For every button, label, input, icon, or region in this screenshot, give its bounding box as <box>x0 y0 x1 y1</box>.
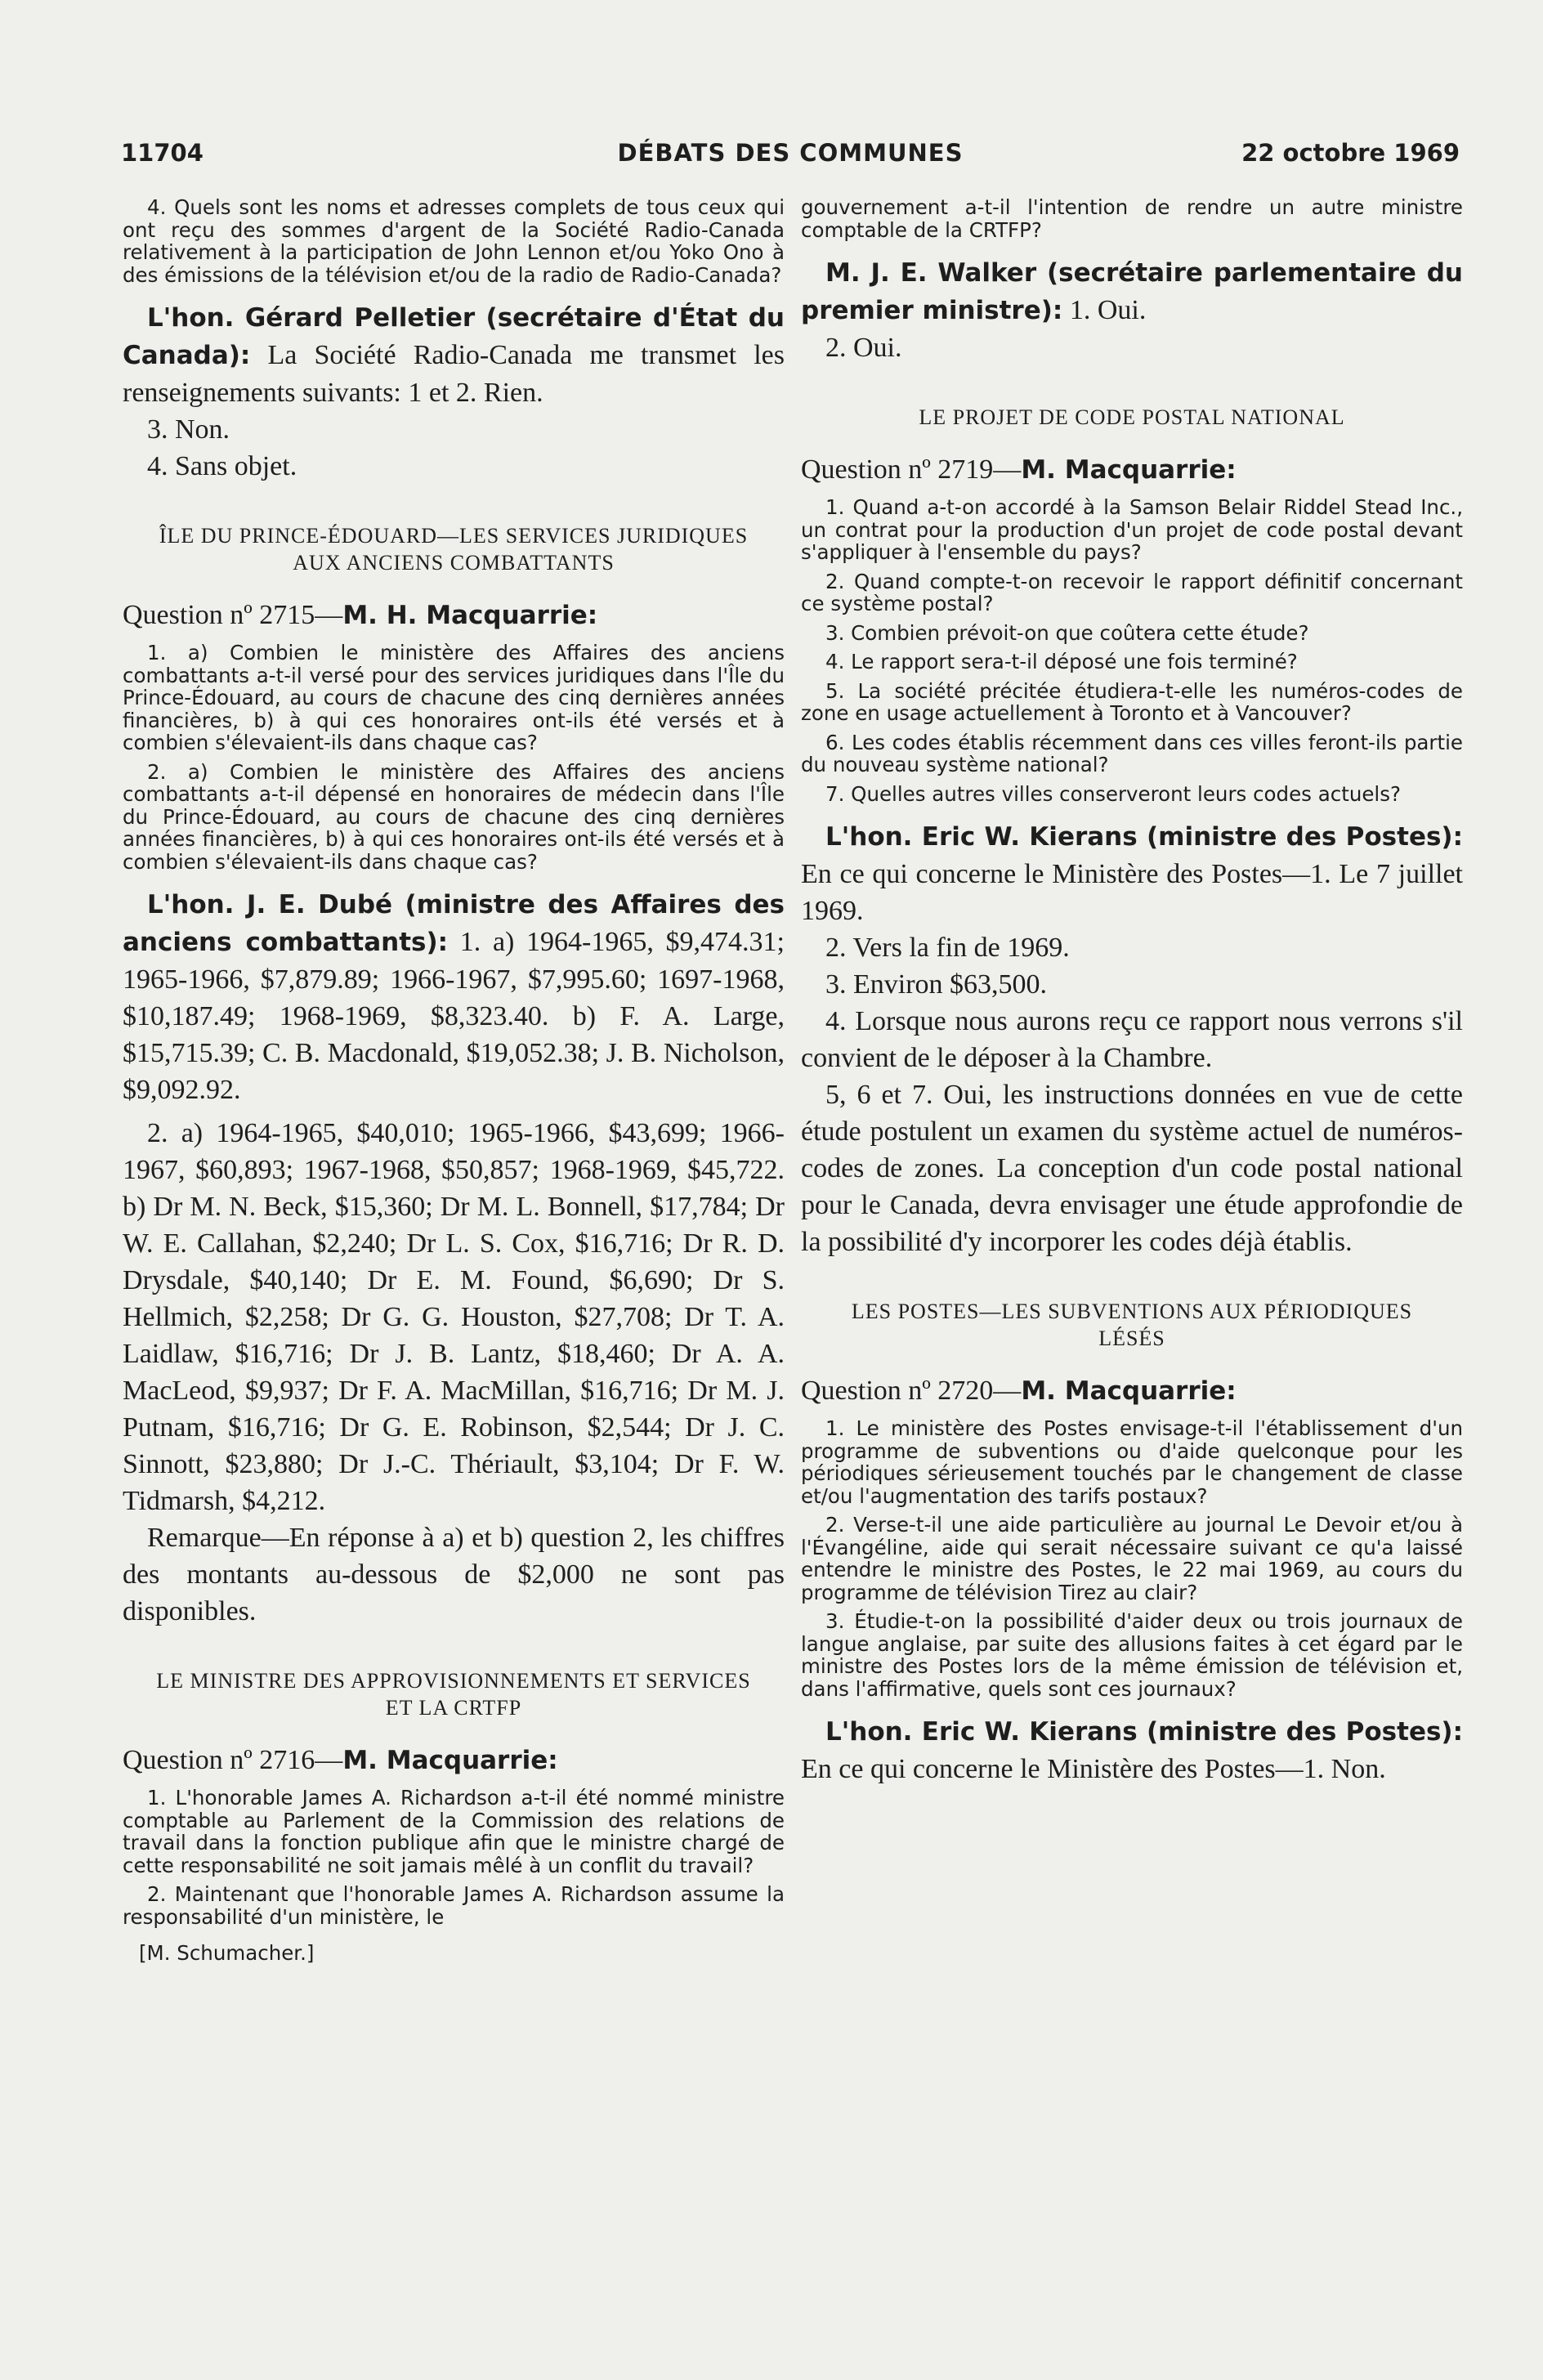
left-column <box>123 196 785 1965</box>
question-heading <box>801 452 1463 488</box>
question-item: 7. Quelles autres villes conserveront leurs codes actuels? <box>825 781 1401 806</box>
speaker-name: L'hon. Eric W. Kierans (ministre des Postes): <box>825 1717 1463 1747</box>
page-header <box>121 139 1460 175</box>
dube-answer <box>123 886 785 1108</box>
question-heading <box>123 597 785 633</box>
question-item: 2. a) Combien le ministère des Affaires des anciens combattants a-t-il dépensé en honoraires de médecin dans l'Île du Prince-Édouard, au cours de chacune des cinq dernières années financières, b) à qui ces honoraires ont-ils été versés et à combien s'élevaient-ils dans chaque cas? <box>123 759 785 874</box>
question-item: 1. a) Combien le ministère des Affaires des anciens combattants a-t-il versé pour des services juridiques dans l'Île du Prince-Édouard, au cours de chacune des cinq dernières années financières, b) à qui ces honoraires ont-ils été versés et à combien s'élevaient-ils dans chaque cas? <box>123 641 785 754</box>
question-asker: M. H. Macquarrie: <box>342 601 598 630</box>
section-heading: ÎLE DU PRINCE-ÉDOUARD—LES SERVICES JURIDIQUES AUX ANCIENS COMBATTANTS <box>159 524 749 575</box>
answer-item: 5, 6 et 7. Oui, les instructions données en vue de cette étude postulent un examen du système actuel de numéros-codes de zones. La conception d'un code postal national pour le Canada, devra envisager une étude approfondie de la possibilité d'y incorporer les codes déjà établis. <box>801 1080 1463 1257</box>
question-number: Question nº 2716— <box>123 1745 343 1775</box>
answer-item: 2. Oui. <box>825 333 902 363</box>
question-item: 2. Quand compte-t-on recevoir le rapport définitif concernant ce système postal? <box>801 569 1463 615</box>
page-date: 22 octobre 1969 <box>1241 139 1460 167</box>
answer-item: 3. Non. <box>147 414 230 445</box>
question-number: Question nº 2720— <box>801 1376 1022 1406</box>
question-item: 4. Le rapport sera-t-il déposé une fois terminé? <box>825 650 1298 673</box>
speaker-name: L'hon. J. E. Dubé (ministre des Affaires des anciens combattants): <box>123 890 785 957</box>
kierans-answer <box>801 1713 1463 1787</box>
answer-item: 3. Environ $63,500. <box>825 969 1048 1000</box>
section-heading: LE MINISTRE DES APPROVISIONNEMENTS ET SERVICES ET LA CRTFP <box>156 1669 751 1720</box>
kierans-answer <box>801 818 1463 929</box>
answer-item: 2. a) 1964-1965, $40,010; 1965-1966, $43,699; 1966-1967, $60,893; 1967-1968, $50,857; 1968-1969, $45,722. b) Dr M. N. Beck, $15,360; Dr M. L. Bonnell, $17,784; Dr W. E. Callahan, $2,240; Dr L. S. Cox, $16,716; Dr R. D. Drysdale, $40,140; Dr E. M. Found, $6,690; Dr S. Hellmich, $2,258; Dr G. G. Houston, $27,708; Dr T. A. Laidlaw, $16,716; Dr J. B. Lantz, $18,460; Dr A. A. MacLeod, $9,937; Dr F. A. MacMillan, $16,716; Dr M. J. Putnam, $16,716; Dr G. E. Robinson, $2,544; Dr J. C. Sinnott, $23,880; Dr J.-C. Thériault, $3,104; Dr F. W. Tidmarsh, $4,212. <box>123 1118 785 1516</box>
question-item: 1. Le ministère des Postes envisage-t-il l'établissement d'un programme de subventions ou d'aide quelconque pour les périodiques sérieusement touchés par le changement de classe et/ou l'augmentation des tarifs postaux? <box>801 1416 1463 1508</box>
section-heading: LE PROJET DE CODE POSTAL NATIONAL <box>919 405 1345 429</box>
question-asker: M. Macquarrie: <box>1021 1376 1237 1406</box>
answer-text: 1. a) 1964-1965, $9,474.31; 1965-1966, $7,879.89; 1966-1967, $7,995.60; 1697-1968, $10,187.49; 1968-1969, $8,323.40. b) F. A. Large, $15,715.39; C. B. Macdonald, $19,052.38; J. B. Nicholson, $9,092.92. <box>123 927 785 1105</box>
speaker-name: L'hon. Gérard Pelletier (secrétaire d'État du Canada): <box>123 303 785 370</box>
answer-text: En ce qui concerne le Ministère des Postes—1. Le 7 juillet 1969. <box>801 859 1463 926</box>
speaker-name: L'hon. Eric W. Kierans (ministre des Postes): <box>825 822 1463 852</box>
question-item: 6. Les codes établis récemment dans ces villes feront-ils partie du nouveau système national? <box>801 730 1463 776</box>
question-item: 5. La société précitée étudiera-t-elle les numéros-codes de zone en usage actuellement à Toronto et à Vancouver? <box>801 678 1463 725</box>
signature: [M. Schumacher.] <box>139 1941 315 1965</box>
answer-item: 4. Lorsque nous aurons reçu ce rapport nous verrons s'il convient de le déposer à la Chambre. <box>801 1006 1463 1073</box>
answer-item: 4. Sans objet. <box>147 451 297 481</box>
question-continued: gouvernement a-t-il l'intention de rendre un autre ministre comptable de la CRTFP? <box>801 195 1463 242</box>
question-item: 2. Verse-t-il une aide particulière au journal Le Devoir et/ou à l'Évangéline, aide qui serait nécessaire suivant ce qu'a laissé entendre le ministre des Postes, le 22 mai 1969, au cours du programme de télévision Tirez au clair? <box>801 1513 1463 1604</box>
question-number: Question nº 2715— <box>123 600 343 630</box>
right-column <box>801 196 1463 1787</box>
answer-text: La Société Radio-Canada me transmet les renseignements suivants: 1 et 2. Rien. <box>123 340 785 408</box>
question-heading <box>123 1742 785 1778</box>
remark: Remarque—En réponse à a) et b) question 2, les chiffres des montants au-dessous de $2,000 ne sont pas disponibles. <box>123 1523 785 1626</box>
question-item: 1. L'honorable James A. Richardson a-t-il été nommé ministre comptable au Parlement de la Commission des relations de travail dans la fonction publique afin que le ministre chargé de cette responsabilité ne soit jamais mêlé à un conflit du travail? <box>123 1786 785 1877</box>
walker-answer <box>801 254 1463 329</box>
pelletier-answer <box>123 299 785 411</box>
speaker-name: M. J. E. Walker (secrétaire parlementaire du premier ministre): <box>801 258 1463 325</box>
question-item: 3. Combien prévoit-on que coûtera cette étude? <box>825 620 1309 645</box>
question-heading <box>801 1373 1463 1409</box>
section-heading: LES POSTES—LES SUBVENTIONS AUX PÉRIODIQUES LÉSÉS <box>851 1300 1413 1350</box>
question-item: 2. Maintenant que l'honorable James A. Richardson assume la responsabilité d'un ministère, le <box>123 1882 785 1929</box>
question-asker: M. Macquarrie: <box>342 1746 558 1775</box>
question-asker: M. Macquarrie: <box>1021 455 1237 485</box>
page-number: 11704 <box>121 139 203 167</box>
answer-item: 2. Vers la fin de 1969. <box>825 933 1070 963</box>
running-title: DÉBATS DES COMMUNES <box>617 139 964 167</box>
question-number: Question nº 2719— <box>801 454 1022 485</box>
question-item: 3. Étudie-t-on la possibilité d'aider deux ou trois journaux de langue anglaise, par suite des allusions faites à cet égard par le ministre des Postes lors de la même émission de télévision et, dans l'affirmative, quels sont ces journaux? <box>801 1609 1463 1701</box>
answer-text: 1. Oui. <box>1062 295 1147 325</box>
question-4: 4. Quels sont les noms et adresses complets de tous ceux qui ont reçu des sommes d'argent de la Société Radio-Canada relativement à la participation de John Lennon et/ou Yoko Ono à des émissions de la télévision et/ou de la radio de Radio-Canada? <box>123 195 785 287</box>
answer-text: En ce qui concerne le Ministère des Postes—1. Non. <box>801 1754 1386 1784</box>
question-item: 1. Quand a-t-on accordé à la Samson Belair Riddel Stead Inc., un contrat pour la production d'un projet de code postal devant s'appliquer à l'ensemble du pays? <box>801 495 1463 564</box>
